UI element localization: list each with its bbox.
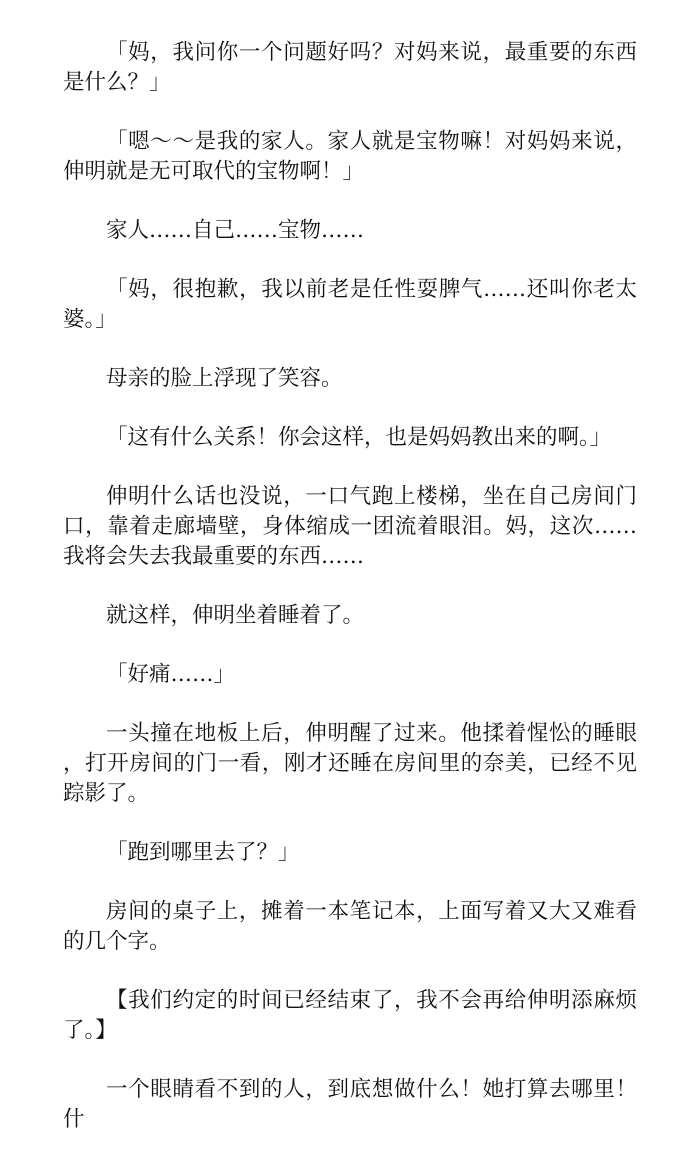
paragraph-6: 「这有什么关系！你会这样，也是妈妈教出来的啊。」: [106, 425, 612, 450]
paragraph-12: 房间的桌子上，摊着一本笔记本，上面写着又大又难看的几个字。: [63, 899, 637, 954]
paragraph-14: 一个眼睛看不到的人，到底想做什么！她打算去哪里！什: [63, 1077, 637, 1132]
paragraph-7: 伸明什么话也没说，一口气跑上楼梯，坐在自己房间门口，靠着走廊墙壁，身体缩成一团流着眼泪。妈，这次……我将会失去我最重要的东西……: [63, 484, 637, 569]
document-page: [63, 38, 637, 1164]
paragraph-4: 「妈，很抱歉，我以前老是任性耍脾气……还叫你老太婆。」: [63, 277, 637, 332]
paragraph-8: 就这样，伸明坐着睡着了。: [106, 603, 365, 628]
paragraph-1: 「妈，我问你一个问题好吗？对妈来说，最重要的东西是什么？」: [63, 40, 637, 95]
paragraph-5: 母亲的脸上浮现了笑容。: [106, 366, 343, 391]
paragraph-10: 一头撞在地板上后，伸明醒了过来。他揉着惺忪的睡眼，打开房间的门一看，刚才还睡在房间里的奈美，已经不见踪影了。: [63, 721, 637, 806]
paragraph-2: 「嗯～～是我的家人。家人就是宝物嘛！对妈妈来说，伸明就是无可取代的宝物啊！」: [63, 129, 637, 184]
paragraph-13: 【我们约定的时间已经结束了，我不会再给伸明添麻烦了。】: [63, 988, 637, 1043]
paragraph-11: 「跑到哪里去了？」: [106, 840, 300, 865]
paragraph-3: 家人……自己……宝物……: [106, 218, 365, 243]
paragraph-9: 「好痛……」: [106, 662, 236, 687]
